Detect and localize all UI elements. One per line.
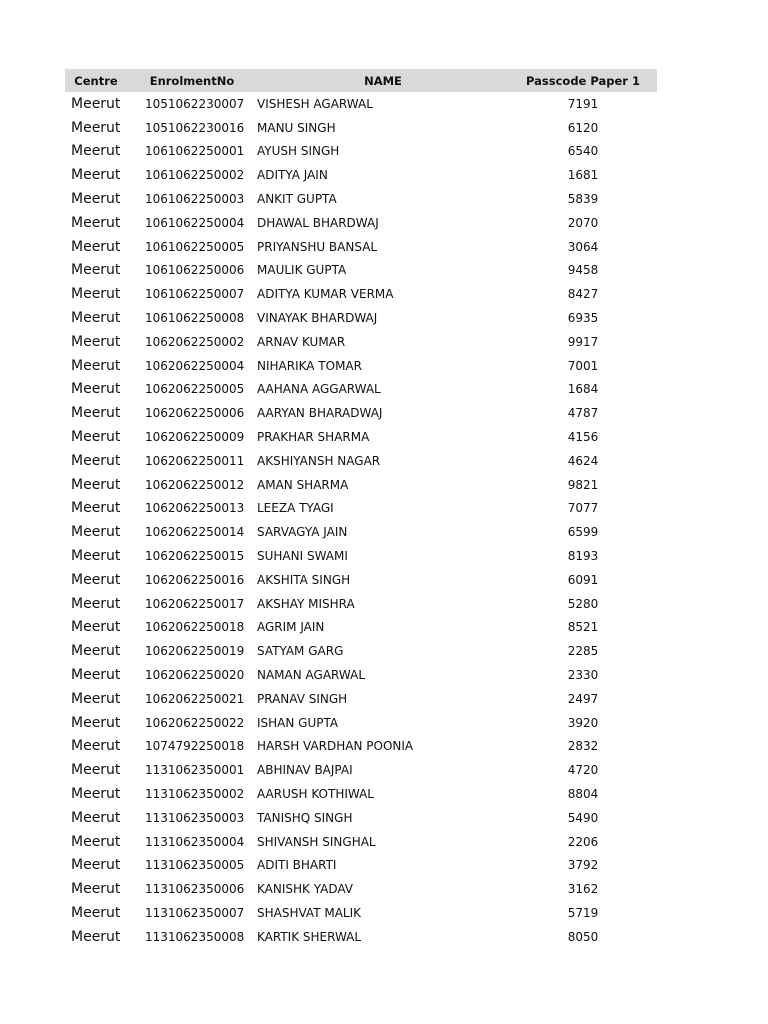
table-row: [65, 282, 657, 306]
cell-enrolment-no: 1131062350004: [145, 834, 245, 849]
cell-centre: Meerut: [71, 524, 121, 541]
cell-enrolment-no: 1062062250012: [145, 477, 245, 492]
cell-name: ANKIT GUPTA: [257, 192, 337, 207]
table-row: [65, 854, 657, 878]
cell-centre: Meerut: [71, 310, 121, 327]
table-row: [65, 354, 657, 378]
cell-enrolment-no: 1074792250018: [145, 739, 245, 754]
cell-centre: Meerut: [71, 214, 121, 231]
cell-enrolment-no: 1062062250002: [145, 334, 245, 349]
cell-passcode: 2832: [567, 739, 599, 754]
cell-centre: Meerut: [71, 714, 121, 731]
passcode-table: [65, 69, 657, 949]
table-row: [65, 735, 657, 759]
cell-name: VINAYAK BHARDWAJ: [257, 311, 378, 326]
cell-passcode: 8050: [567, 929, 599, 944]
cell-name: KARTIK SHERWAL: [257, 929, 362, 944]
table-row: [65, 235, 657, 259]
cell-passcode: 5839: [567, 192, 599, 207]
cell-centre: Meerut: [71, 857, 121, 874]
cell-enrolment-no: 1062062250006: [145, 406, 245, 421]
header-name: NAME: [364, 73, 402, 88]
cell-name: AKSHITA SINGH: [257, 572, 351, 587]
cell-name: SHIVANSH SINGHAL: [257, 834, 376, 849]
cell-name: AAHANA AGGARWAL: [257, 382, 381, 397]
cell-passcode: 3162: [567, 882, 599, 897]
table-row: [65, 425, 657, 449]
cell-name: AYUSH SINGH: [257, 144, 340, 159]
table-row: [65, 758, 657, 782]
table-header-row: [65, 69, 657, 92]
cell-centre: Meerut: [71, 429, 121, 446]
cell-name: AKSHAY MISHRA: [257, 596, 355, 611]
table-row: [65, 330, 657, 354]
table-row: [65, 782, 657, 806]
table-row: [65, 116, 657, 140]
table-row: [65, 401, 657, 425]
cell-centre: Meerut: [71, 762, 121, 779]
cell-passcode: 8521: [567, 620, 599, 635]
table-row: [65, 306, 657, 330]
cell-passcode: 7191: [567, 96, 599, 111]
cell-passcode: 2070: [567, 215, 599, 230]
cell-name: AARUSH KOTHIWAL: [257, 787, 374, 801]
cell-enrolment-no: 1131062350007: [145, 905, 245, 920]
cell-passcode: 3920: [567, 715, 599, 730]
cell-passcode: 1684: [567, 382, 599, 397]
cell-passcode: 6540: [567, 144, 599, 159]
cell-centre: Meerut: [71, 286, 121, 303]
cell-centre: Meerut: [71, 548, 121, 565]
table-row: [65, 568, 657, 592]
cell-name: LEEZA TYAGI: [257, 501, 334, 516]
cell-passcode: 6599: [567, 525, 599, 540]
cell-name: PRAKHAR SHARMA: [257, 430, 370, 445]
table-row: [65, 520, 657, 544]
cell-centre: Meerut: [71, 357, 121, 374]
cell-name: PRANAV SINGH: [257, 691, 348, 706]
table-row: [65, 616, 657, 640]
cell-name: AMAN SHARMA: [257, 477, 349, 492]
table-row: [65, 449, 657, 473]
cell-centre: Meerut: [71, 643, 121, 660]
cell-enrolment-no: 1062062250009: [145, 430, 245, 445]
cell-enrolment-no: 1061062250005: [145, 239, 245, 254]
cell-name: AKSHIYANSH NAGAR: [257, 453, 381, 468]
cell-name: PRIYANSHU BANSAL: [257, 239, 378, 254]
cell-enrolment-no: 1062062250011: [145, 453, 245, 468]
cell-enrolment-no: 1062062250016: [145, 572, 245, 587]
cell-enrolment-no: 1131062350008: [145, 929, 245, 944]
cell-passcode: 2206: [567, 834, 599, 849]
table-row: [65, 830, 657, 854]
cell-name: HARSH VARDHAN POONIA: [257, 739, 414, 754]
cell-centre: Meerut: [71, 928, 121, 945]
cell-centre: Meerut: [71, 595, 121, 612]
cell-centre: Meerut: [71, 833, 121, 850]
cell-passcode: 3064: [567, 239, 599, 254]
cell-passcode: 2497: [567, 691, 599, 706]
cell-passcode: 7001: [567, 358, 599, 373]
cell-enrolment-no: 1062062250021: [145, 691, 245, 706]
cell-name: SATYAM GARG: [257, 644, 344, 659]
cell-name: MANU SINGH: [257, 120, 336, 135]
cell-enrolment-no: 1062062250015: [145, 549, 245, 564]
cell-enrolment-no: 1051062230007: [145, 96, 245, 111]
table-row: [65, 163, 657, 187]
table-row: [65, 473, 657, 497]
cell-passcode: 8427: [567, 287, 599, 302]
cell-enrolment-no: 1061062250003: [145, 192, 245, 207]
cell-name: KANISHK YADAV: [257, 882, 353, 897]
cell-centre: Meerut: [71, 619, 121, 636]
cell-enrolment-no: 1131062350002: [145, 787, 245, 801]
table-row: [65, 140, 657, 164]
cell-enrolment-no: 1062062250020: [145, 668, 245, 683]
cell-passcode: 8193: [567, 549, 599, 564]
cell-centre: Meerut: [71, 904, 121, 921]
cell-enrolment-no: 1061062250008: [145, 311, 245, 326]
cell-name: AGRIM JAIN: [257, 620, 325, 635]
table-row: [65, 925, 657, 949]
cell-centre: Meerut: [71, 238, 121, 255]
cell-centre: Meerut: [71, 119, 121, 136]
cell-passcode: 4787: [567, 406, 599, 421]
cell-passcode: 7077: [567, 501, 599, 516]
table-row: [65, 687, 657, 711]
table-row: [65, 639, 657, 663]
cell-enrolment-no: 1062062250017: [145, 596, 245, 611]
cell-enrolment-no: 1061062250002: [145, 168, 245, 183]
cell-name: ADITYA KUMAR VERMA: [257, 287, 394, 302]
cell-centre: Meerut: [71, 881, 121, 898]
cell-centre: Meerut: [71, 452, 121, 469]
cell-centre: Meerut: [71, 500, 121, 517]
cell-enrolment-no: 1062062250004: [145, 358, 245, 373]
table-row: [65, 806, 657, 830]
cell-enrolment-no: 1061062250007: [145, 287, 245, 302]
cell-centre: Meerut: [71, 738, 121, 755]
cell-centre: Meerut: [71, 786, 121, 802]
cell-centre: Meerut: [71, 167, 121, 184]
cell-name: DHAWAL BHARDWAJ: [257, 215, 379, 230]
cell-enrolment-no: 1131062350006: [145, 882, 245, 897]
cell-name: ISHAN GUPTA: [257, 715, 339, 730]
cell-name: SUHANI SWAMI: [257, 549, 348, 564]
cell-name: SARVAGYA JAIN: [257, 525, 348, 540]
cell-enrolment-no: 1051062230016: [145, 120, 245, 135]
cell-centre: Meerut: [71, 476, 121, 493]
table-row: [65, 211, 657, 235]
cell-name: NAMAN AGARWAL: [257, 668, 365, 683]
cell-passcode: 5719: [567, 905, 599, 920]
cell-centre: Meerut: [71, 809, 121, 826]
cell-enrolment-no: 1062062250005: [145, 382, 245, 397]
cell-passcode: 2285: [567, 644, 599, 659]
cell-passcode: 6935: [567, 311, 599, 326]
cell-enrolment-no: 1062062250018: [145, 620, 245, 635]
header-passcode-paper-1: Passcode Paper 1: [526, 73, 640, 88]
table-body: [65, 92, 657, 949]
cell-name: VISHESH AGARWAL: [257, 96, 373, 111]
cell-passcode: 9458: [567, 263, 599, 278]
cell-enrolment-no: 1062062250014: [145, 525, 245, 540]
cell-name: SHASHVAT MALIK: [257, 905, 362, 920]
cell-enrolment-no: 1131062350001: [145, 763, 245, 778]
cell-name: ABHINAV BAJPAI: [257, 763, 353, 778]
cell-enrolment-no: 1061062250004: [145, 215, 245, 230]
cell-centre: Meerut: [71, 405, 121, 422]
cell-enrolment-no: 1062062250013: [145, 501, 245, 516]
cell-centre: Meerut: [71, 571, 121, 588]
table-row: [65, 711, 657, 735]
cell-passcode: 8804: [567, 787, 599, 801]
cell-name: NIHARIKA TOMAR: [257, 358, 362, 373]
cell-name: ARNAV KUMAR: [257, 334, 346, 349]
cell-passcode: 4720: [567, 763, 599, 778]
cell-passcode: 4156: [567, 430, 599, 445]
cell-centre: Meerut: [71, 262, 121, 279]
cell-enrolment-no: 1131062350005: [145, 858, 245, 873]
table-row: [65, 187, 657, 211]
table-row: [65, 544, 657, 568]
cell-enrolment-no: 1061062250006: [145, 263, 245, 278]
cell-centre: Meerut: [71, 143, 121, 160]
cell-enrolment-no: 1062062250022: [145, 715, 245, 730]
cell-name: MAULIK GUPTA: [257, 263, 347, 278]
cell-name: ADITYA JAIN: [257, 168, 328, 183]
table-row: [65, 378, 657, 402]
cell-passcode: 4624: [567, 453, 599, 468]
cell-centre: Meerut: [71, 690, 121, 707]
table-row: [65, 92, 657, 116]
header-centre: Centre: [74, 73, 118, 88]
cell-passcode: 5490: [567, 810, 599, 825]
table-row: [65, 592, 657, 616]
cell-enrolment-no: 1061062250001: [145, 144, 245, 159]
cell-name: ADITI BHARTI: [257, 858, 337, 873]
cell-centre: Meerut: [71, 333, 121, 350]
cell-passcode: 6091: [567, 572, 599, 587]
cell-enrolment-no: 1131062350003: [145, 810, 245, 825]
table-row: [65, 259, 657, 283]
table-row: [65, 663, 657, 687]
table-row: [65, 901, 657, 925]
cell-passcode: 9917: [567, 334, 599, 349]
cell-centre: Meerut: [71, 95, 121, 112]
cell-centre: Meerut: [71, 381, 121, 398]
cell-passcode: 1681: [567, 168, 599, 183]
cell-passcode: 9821: [567, 477, 599, 492]
cell-passcode: 5280: [567, 596, 599, 611]
cell-name: TANISHQ SINGH: [257, 810, 353, 825]
cell-name: AARYAN BHARADWAJ: [257, 406, 383, 421]
cell-passcode: 3792: [567, 858, 599, 873]
cell-enrolment-no: 1062062250019: [145, 644, 245, 659]
cell-centre: Meerut: [71, 191, 121, 208]
header-enrolment-no: EnrolmentNo: [149, 73, 235, 88]
cell-passcode: 6120: [567, 120, 599, 135]
table-row: [65, 497, 657, 521]
table-row: [65, 877, 657, 901]
cell-passcode: 2330: [567, 668, 599, 683]
cell-centre: Meerut: [71, 667, 121, 684]
